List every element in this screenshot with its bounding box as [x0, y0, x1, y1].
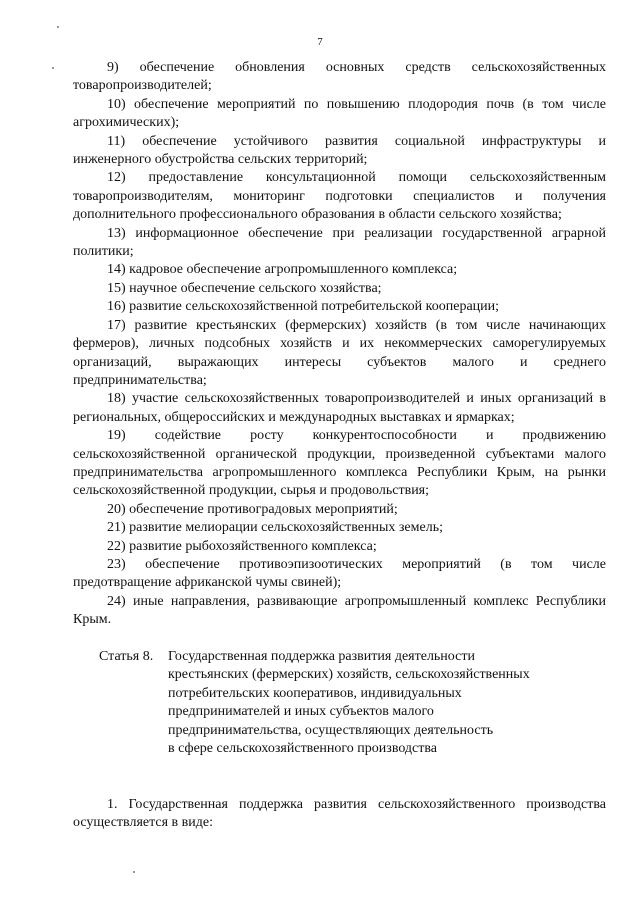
article-label: Статья 8. [99, 649, 154, 664]
list-item: 19) содействие росту конкурентоспособности и продвижению сельскохозяйственной органической продукции, произведенной субъектами малого предпринимательства агропромышленного комплекса Республики Крым, на рынки сельскохозяйственной продукции, сырья и продовольствия; [73, 428, 606, 499]
article-title-line: Государственная поддержка развития деятельности [168, 649, 475, 664]
list-item: 9) обеспечение обновления основных средств сельскохозяйственных товаропроизводителей; [73, 60, 606, 94]
list-item: 16) развитие сельскохозяйственной потребительской кооперации; [107, 299, 500, 315]
list-item: 22) развитие рыбохозяйственного комплекса; [107, 538, 377, 554]
article-title-line: предпринимательства, осуществляющих деятельность [168, 722, 494, 738]
list-item: 11) обеспечение устойчивого развития социальной инфраструктуры и инженерного обустройства сельских территорий; [73, 133, 606, 168]
page-number: 7 [317, 36, 323, 48]
article-title-line: крестьянских (фермерских) хозяйств, сельскохозяйственных [168, 667, 530, 683]
article-heading [99, 648, 599, 758]
list-item: 10) обеспечение мероприятий по повышению плодородия почв (в том числе агрохимических); [73, 96, 606, 131]
article-title-line: в сфере сельскохозяйственного производства [168, 741, 438, 757]
list-item: 18) участие сельскохозяйственных товаропроизводителей и иных организаций в региональных, общероссийских и международных выставках и ярмарках; [73, 391, 606, 425]
list-item: 24) иные направления, развивающие агропромышленный комплекс Республики Крым. [73, 593, 606, 628]
scan-speck [52, 67, 54, 69]
article-title-line: потребительских кооперативов, индивидуальных [168, 685, 462, 701]
list-item: 13) информационное обеспечение при реализации государственной аграрной политики; [73, 225, 606, 260]
enumerated-list [73, 59, 606, 630]
list-item: 17) развитие крестьянских (фермерских) хозяйств (в том числе начинающих фермеров), личных подсобных хозяйств и их некоммерческих саморегулируемых организаций, выражающих интересы субъектов малого и среднего предпринимательства; [73, 317, 606, 388]
closing-paragraph: 1. Государственная поддержка развития сельскохозяйственного производства осуществляется в виде: [73, 797, 606, 831]
list-item: 14) кадровое обеспечение агропромышленного комплекса; [107, 262, 458, 278]
list-item: 12) предоставление консультационной помощи сельскохозяйственным товаропроизводителям, мониторинг подготовки специалистов и получения дополнительного профессионального образования в области сельского хозяйства; [73, 170, 606, 223]
list-item: 15) научное обеспечение сельского хозяйства; [107, 280, 382, 296]
list-item: 20) обеспечение противоградовых мероприятий; [107, 501, 398, 517]
scan-speck [57, 26, 59, 28]
scan-speck [133, 871, 135, 873]
article-title-line: предпринимателей и иных субъектов малого [168, 704, 434, 720]
list-item: 23) обеспечение противоэпизоотических мероприятий (в том числе предотвращение африканской чумы свиней); [73, 556, 606, 591]
article-title [168, 648, 599, 758]
list-item: 21) развитие мелиорации сельскохозяйственных земель; [107, 520, 443, 536]
